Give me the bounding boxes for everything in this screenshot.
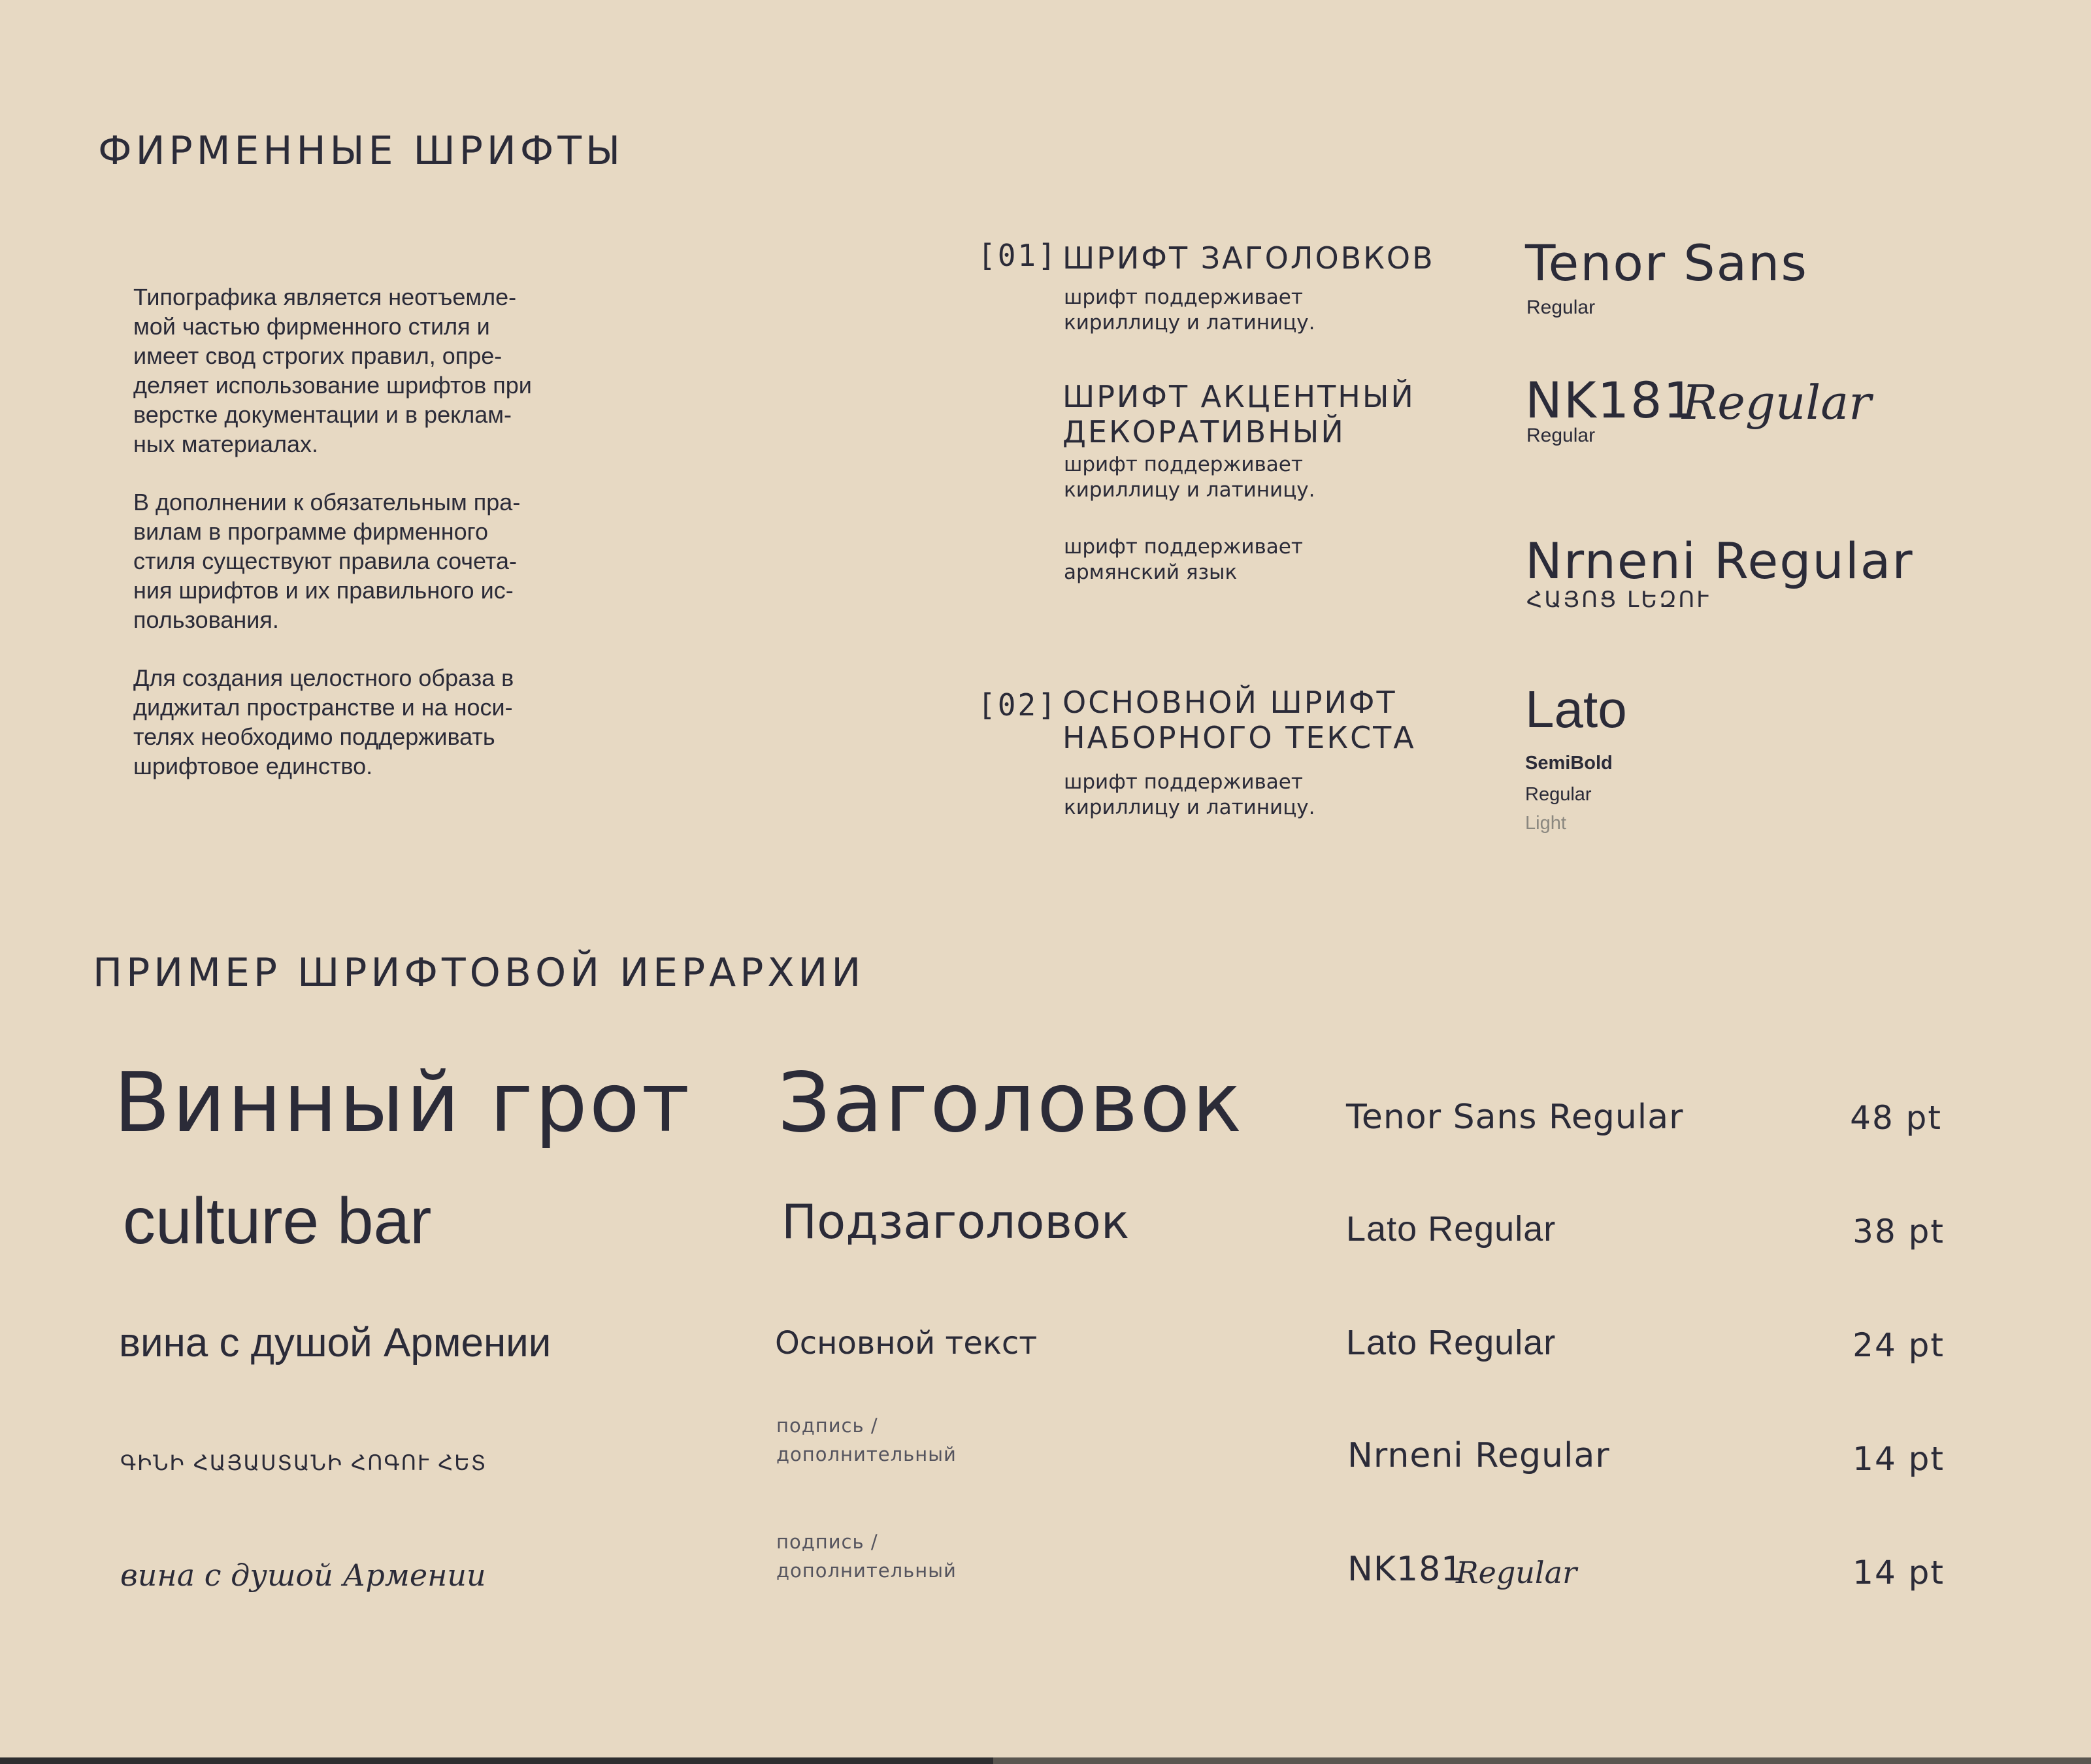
intro-text	[133, 282, 604, 809]
intro-paragraph: Для создания целостного образа в диджитал пространстве и на носи- телях необходимо поддерживать шрифтовое единство.	[133, 664, 514, 779]
block-title-headings: ШРИФТ ЗАГОЛОВКОВ	[1062, 240, 1435, 276]
font-size: 38 pt	[1852, 1213, 1945, 1250]
font-name: Tenor Sans Regular	[1346, 1098, 1684, 1137]
section-title-hierarchy: ПРИМЕР ШРИФТОВОЙ ИЕРАРХИИ	[93, 950, 865, 996]
role-heading: Заголовок	[778, 1054, 1244, 1151]
example-armenian: ԳԻՆԻ ՀԱՅԱՍՏԱՆԻ ՀՈԳՈՒ ՀԵՏ	[120, 1450, 487, 1475]
font-size: 48 pt	[1850, 1099, 1942, 1137]
example-subheading: culture bar	[123, 1184, 432, 1258]
example-heading: Винный грот	[114, 1054, 692, 1151]
role-caption: подпись / дополнительный	[776, 1414, 957, 1465]
block-description: шрифт поддерживает кириллицу и латиницу.	[1064, 770, 1315, 819]
role-caption: подпись / дополнительный	[776, 1531, 957, 1582]
font-specimen-lato: Lato	[1525, 680, 1627, 738]
role-body: Основной текст	[775, 1325, 1038, 1362]
font-sample-armenian: ՀԱՅՈՑ ԼԵԶՈՒ	[1526, 587, 1711, 613]
font-style-label: Regular	[1526, 425, 1596, 446]
font-size: 14 pt	[1852, 1440, 1945, 1478]
font-name: NK181	[1347, 1550, 1464, 1589]
block-title-accent: ШРИФТ АКЦЕНТНЫЙ ДЕКОРАТИВНЫЙ	[1062, 379, 1415, 449]
font-name: Nrneni Regular	[1347, 1436, 1610, 1475]
font-size: 24 pt	[1852, 1326, 1945, 1364]
font-name-script: Regular	[1456, 1555, 1577, 1590]
font-weight-semibold: SemiBold	[1525, 753, 1613, 774]
intro-paragraph: В дополнении к обязательным пра- вилам в программе фирменного стиля существуют правила сочета- ния шрифтов и их правильного ис- пользования.	[133, 489, 521, 633]
font-name: Lato Regular	[1346, 1323, 1556, 1362]
section-title-brand-fonts: ФИРМЕННЫЕ ШРИФТЫ	[98, 128, 625, 174]
font-specimen-nrneni: Nrneni Regular	[1525, 532, 1914, 590]
block-index: [01]	[978, 238, 1058, 273]
font-specimen-nk181-script: Regular	[1682, 375, 1871, 430]
role-subheading: Подзаголовок	[782, 1194, 1130, 1249]
font-specimen-nk181: NK181	[1525, 371, 1696, 429]
block-description: шрифт поддерживает кириллицу и латиницу.	[1064, 453, 1315, 502]
font-name: Lato Regular	[1346, 1209, 1556, 1249]
example-body: вина с душой Армении	[119, 1320, 552, 1365]
block-title-body: ОСНОВНОЙ ШРИФТ НАБОРНОГО ТЕКСТА	[1062, 685, 1416, 755]
bottom-edge-strip	[993, 1757, 2091, 1764]
font-weight-light: Light	[1525, 813, 1566, 834]
font-size: 14 pt	[1852, 1554, 1945, 1592]
font-style-label: Regular	[1526, 297, 1596, 318]
intro-paragraph: Типографика является неотъемле- мой частью фирменного стиля и имеет свод строгих правил, опре- деляет использование шрифтов при верстке документации и в реклам- ных материалах.	[133, 284, 532, 457]
block-index: [02]	[978, 687, 1058, 723]
block-description: шрифт поддерживает армянский язык	[1064, 535, 1303, 584]
block-description: шрифт поддерживает кириллицу и латиницу.	[1064, 286, 1315, 335]
font-weight-regular: Regular	[1525, 784, 1592, 805]
example-script: вина с душой Армении	[120, 1558, 486, 1593]
font-specimen-tenor-sans: Tenor Sans	[1525, 234, 1808, 292]
